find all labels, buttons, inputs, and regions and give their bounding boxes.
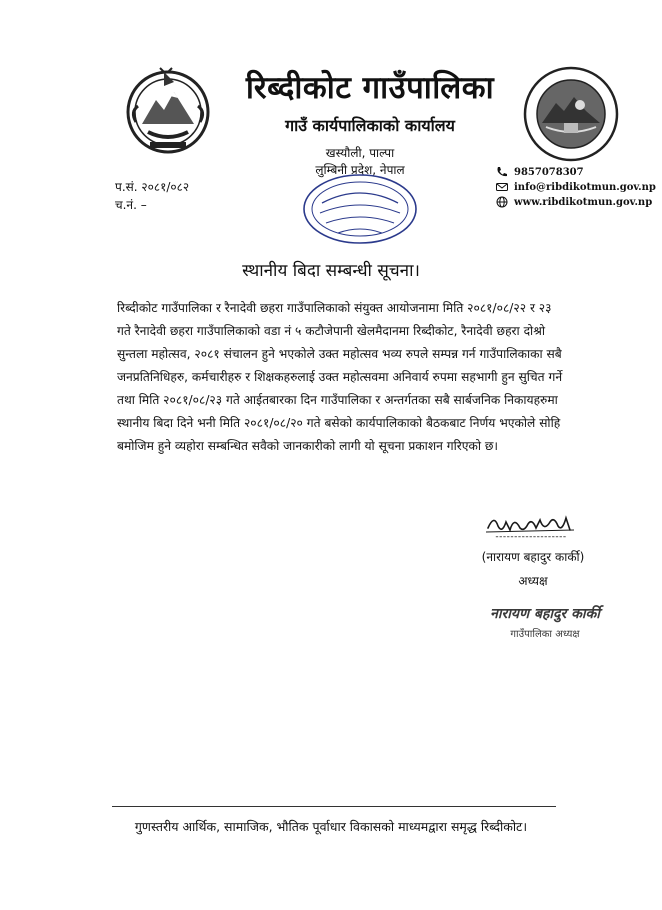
notice-line: तथा मिति २०८१/०८/२३ गते आईतबारका दिन गाउँपालिका र अन्तर्गतका सबै सार्बजनिक निकायहरुमा xyxy=(117,393,558,407)
contact-website xyxy=(496,196,652,208)
notice-line: रिब्दीकोट गाउँपालिका र रैनादेवी छहरा गाउँपालिकाको संयुक्त आयोजनामा मिति २०८१/०८/२२ र २३ xyxy=(117,301,552,315)
notice-line: स्थानीय बिदा दिने भनी मिति २०८१/०८/२० गते बसेको कार्यपालिकाको बैठकबाट निर्णय भएकोले सोहि xyxy=(117,416,561,430)
chalani-number: च.नं. – xyxy=(115,198,147,212)
signer-stamp-name: नारायण बहादुर कार्की xyxy=(490,606,600,622)
address-line-district: खस्यौली, पाल्पा xyxy=(325,146,395,160)
email-address[interactable]: info@ribdikotmun.gov.np xyxy=(514,181,656,193)
signature-line: ------------------- xyxy=(495,532,567,542)
signer-role: अध्यक्ष xyxy=(518,574,548,588)
notice-line: बमोजिम हुने व्यहोरा सम्बन्धित सवैको जानकारीको लागी यो सूचना प्रकाशन गरिएको छ। xyxy=(117,439,499,453)
signer-stamp-role: गाउँपालिका अध्यक्ष xyxy=(510,629,580,640)
patra-sankhya: प.सं. २०८१/०८२ xyxy=(115,180,190,194)
footer-divider xyxy=(112,806,556,807)
contact-email xyxy=(496,181,656,193)
office-stamp-icon xyxy=(300,163,420,249)
municipality-logo-icon xyxy=(522,65,620,163)
notice-title: स्थानीय बिदा सम्बन्धी सूचना। xyxy=(242,261,420,281)
organization-title: रिब्दीकोट गाउँपालिका xyxy=(245,70,495,106)
address-line-province: लुम्बिनी प्रदेश, नेपाल xyxy=(315,163,405,177)
website-url[interactable]: www.ribdikotmun.gov.np xyxy=(514,196,653,208)
signer-name: (नारायण बहादुर कार्की) xyxy=(481,550,585,564)
email-icon xyxy=(496,181,508,193)
organization-subtitle: गाउँ कार्यपालिकाको कार्यालय xyxy=(285,116,455,135)
phone-icon xyxy=(496,166,508,178)
phone-number: 9857078307 xyxy=(514,166,584,178)
contact-phone xyxy=(496,166,584,178)
notice-line: जनप्रतिनिधिहरु, कर्मचारीहरु र शिक्षकहरुलाई उक्त महोत्सवमा अनिवार्य रुपमा सहभागी हुन सुचित गर्ने xyxy=(117,370,563,384)
nepal-emblem-icon xyxy=(120,62,216,158)
notice-line: गते रैनादेवी छहरा गाउँपालिकाको वडा नं ५ कटौजेपानी खेलमैदानमा रिब्दीकोट, रैनादेवी छहरा दोश्रो xyxy=(117,324,545,338)
notice-body xyxy=(117,297,563,458)
notice-line: सुन्तला महोत्सव, २०८१ संचालन हुने भएकोले उक्त महोत्सव भव्य रुपले सम्पन्न गर्न गाउँपालिकाका सबै xyxy=(117,347,562,361)
footer-motto: गुणस्तरीय आर्थिक, सामाजिक, भौतिक पूर्वाधार विकासको माध्यमद्वारा समृद्ध रिब्दीकोट। xyxy=(134,819,528,834)
globe-icon xyxy=(496,196,508,208)
